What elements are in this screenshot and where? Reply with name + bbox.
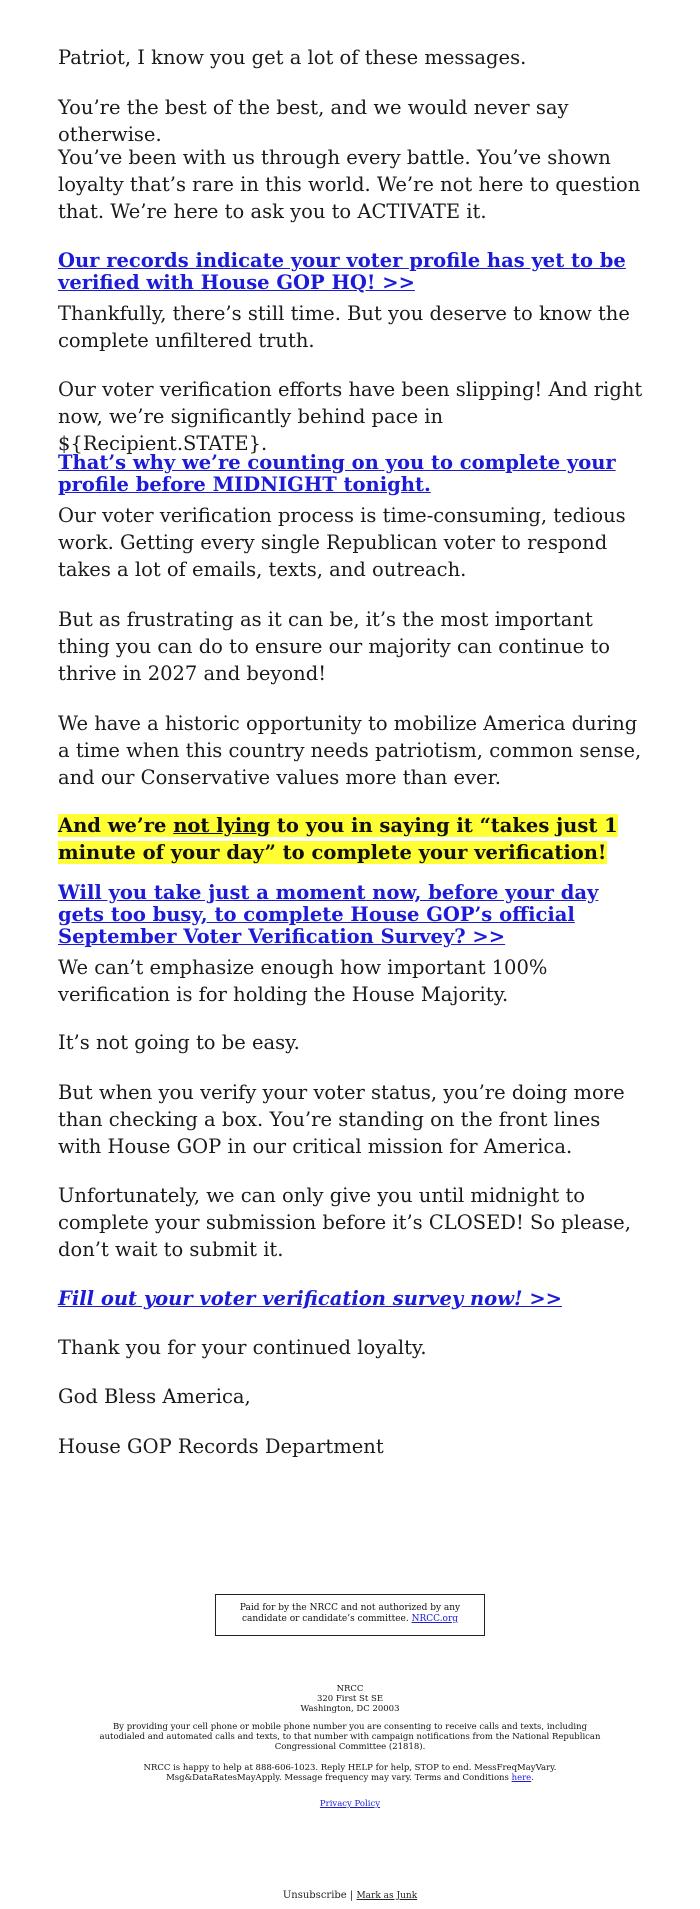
terms-link[interactable]: here: [511, 1773, 532, 1783]
paragraph: But when you verify your voter status, you’re doing more than checking a box. You’re standing on the front lines with House GOP in our critical mission for America.: [58, 1081, 625, 1158]
org-name: NRCC: [336, 1684, 364, 1694]
paragraph: God Bless America,: [58, 1385, 251, 1408]
unsubscribe-bar: [0, 1890, 700, 1901]
paragraph: We have a historic opportunity to mobilize America during a time when this country needs patriotism, common sense, and our Conservative values more than ever.: [58, 712, 642, 789]
paragraph: Thank you for your continued loyalty.: [58, 1336, 427, 1359]
mark-as-junk-link[interactable]: Mark as Junk: [356, 1891, 418, 1901]
separator: |: [346, 1890, 357, 1901]
paragraph-greeting: Patriot, I know you get a lot of these messages.: [58, 46, 527, 69]
paragraph: But as frustrating as it can be, it’s the most important thing you can do to ensure our majority can continue to thrive in 2027 and beyond!: [58, 608, 610, 685]
highlight-underlined-text: not lying: [173, 814, 271, 837]
complete-profile-link[interactable]: That’s why we’re counting on you to complete your profile before MIDNIGHT tonight.: [58, 451, 616, 496]
help-text: [95, 1763, 605, 1783]
paid-for-text: Paid for by the NRCC and not authorized by any candidate or candidate’s committee.: [239, 1603, 461, 1624]
verification-survey-link[interactable]: Will you take just a moment now, before your day gets too busy, to complete House GOP’s official September Voter Verification Survey? >>: [58, 881, 599, 948]
help-text-body: NRCC is happy to help at 888-606-1023. Reply HELP for help, STOP to end. MessFreqMayVary. Msg&DataRatesMayApply. Message frequency may vary. Terms and Conditions: [143, 1763, 557, 1783]
paragraph: It’s not going to be easy.: [58, 1031, 300, 1054]
unsubscribe-link[interactable]: Unsubscribe: [282, 1890, 347, 1901]
voter-profile-link[interactable]: Our records indicate your voter profile has yet to be verified with House GOP HQ! >>: [58, 249, 626, 294]
highlight-paragraph: [58, 812, 643, 866]
address-line-2: Washington, DC 20003: [300, 1704, 400, 1714]
privacy-policy-link[interactable]: Privacy Policy: [319, 1799, 381, 1809]
paragraph: You’ve been with us through every battle. You’ve shown loyalty that’s rare in this world. We’re not here to question that. We’re here to ask you to ACTIVATE it.: [58, 146, 641, 223]
paragraph: You’re the best of the best, and we would never say otherwise.: [58, 96, 569, 146]
address-line-1: 320 First St SE: [316, 1694, 384, 1704]
highlight-text: to you in saying it “takes just 1 minute of your day” to complete your verification!: [58, 814, 618, 864]
highlight-text: And we’re: [58, 814, 174, 837]
paragraph: We can’t emphasize enough how important 100% verification is for holding the House Majority.: [58, 956, 548, 1006]
paragraph: Our voter verification efforts have been slipping! And right now, we’re significantly behind pace in ${Recipient.STATE}.: [58, 378, 643, 455]
privacy-line: [95, 1799, 605, 1809]
paragraph: Thankfully, there’s still time. But you deserve to know the complete unfiltered truth.: [58, 302, 630, 352]
sms-consent: By providing your cell phone or mobile phone number you are consenting to receive calls and texts, including autodialed and automated calls and texts, to that number with campaign notifications from the National Republican Congressional Committee (21818).: [99, 1722, 601, 1752]
paragraph: Our voter verification process is time-consuming, tedious work. Getting every single Republican voter to respond takes a lot of emails, texts, and outreach.: [58, 504, 626, 581]
paid-for-disclaimer: [215, 1594, 485, 1636]
paragraph: Unfortunately, we can only give you until midnight to complete your submission before it’s CLOSED! So please, don’t wait to submit it.: [58, 1184, 631, 1261]
fill-out-survey-link[interactable]: Fill out your voter verification survey now! >>: [58, 1287, 563, 1310]
signature: House GOP Records Department: [58, 1435, 384, 1458]
nrcc-link[interactable]: NRCC.org: [411, 1614, 459, 1624]
help-text-end: .: [531, 1773, 534, 1783]
